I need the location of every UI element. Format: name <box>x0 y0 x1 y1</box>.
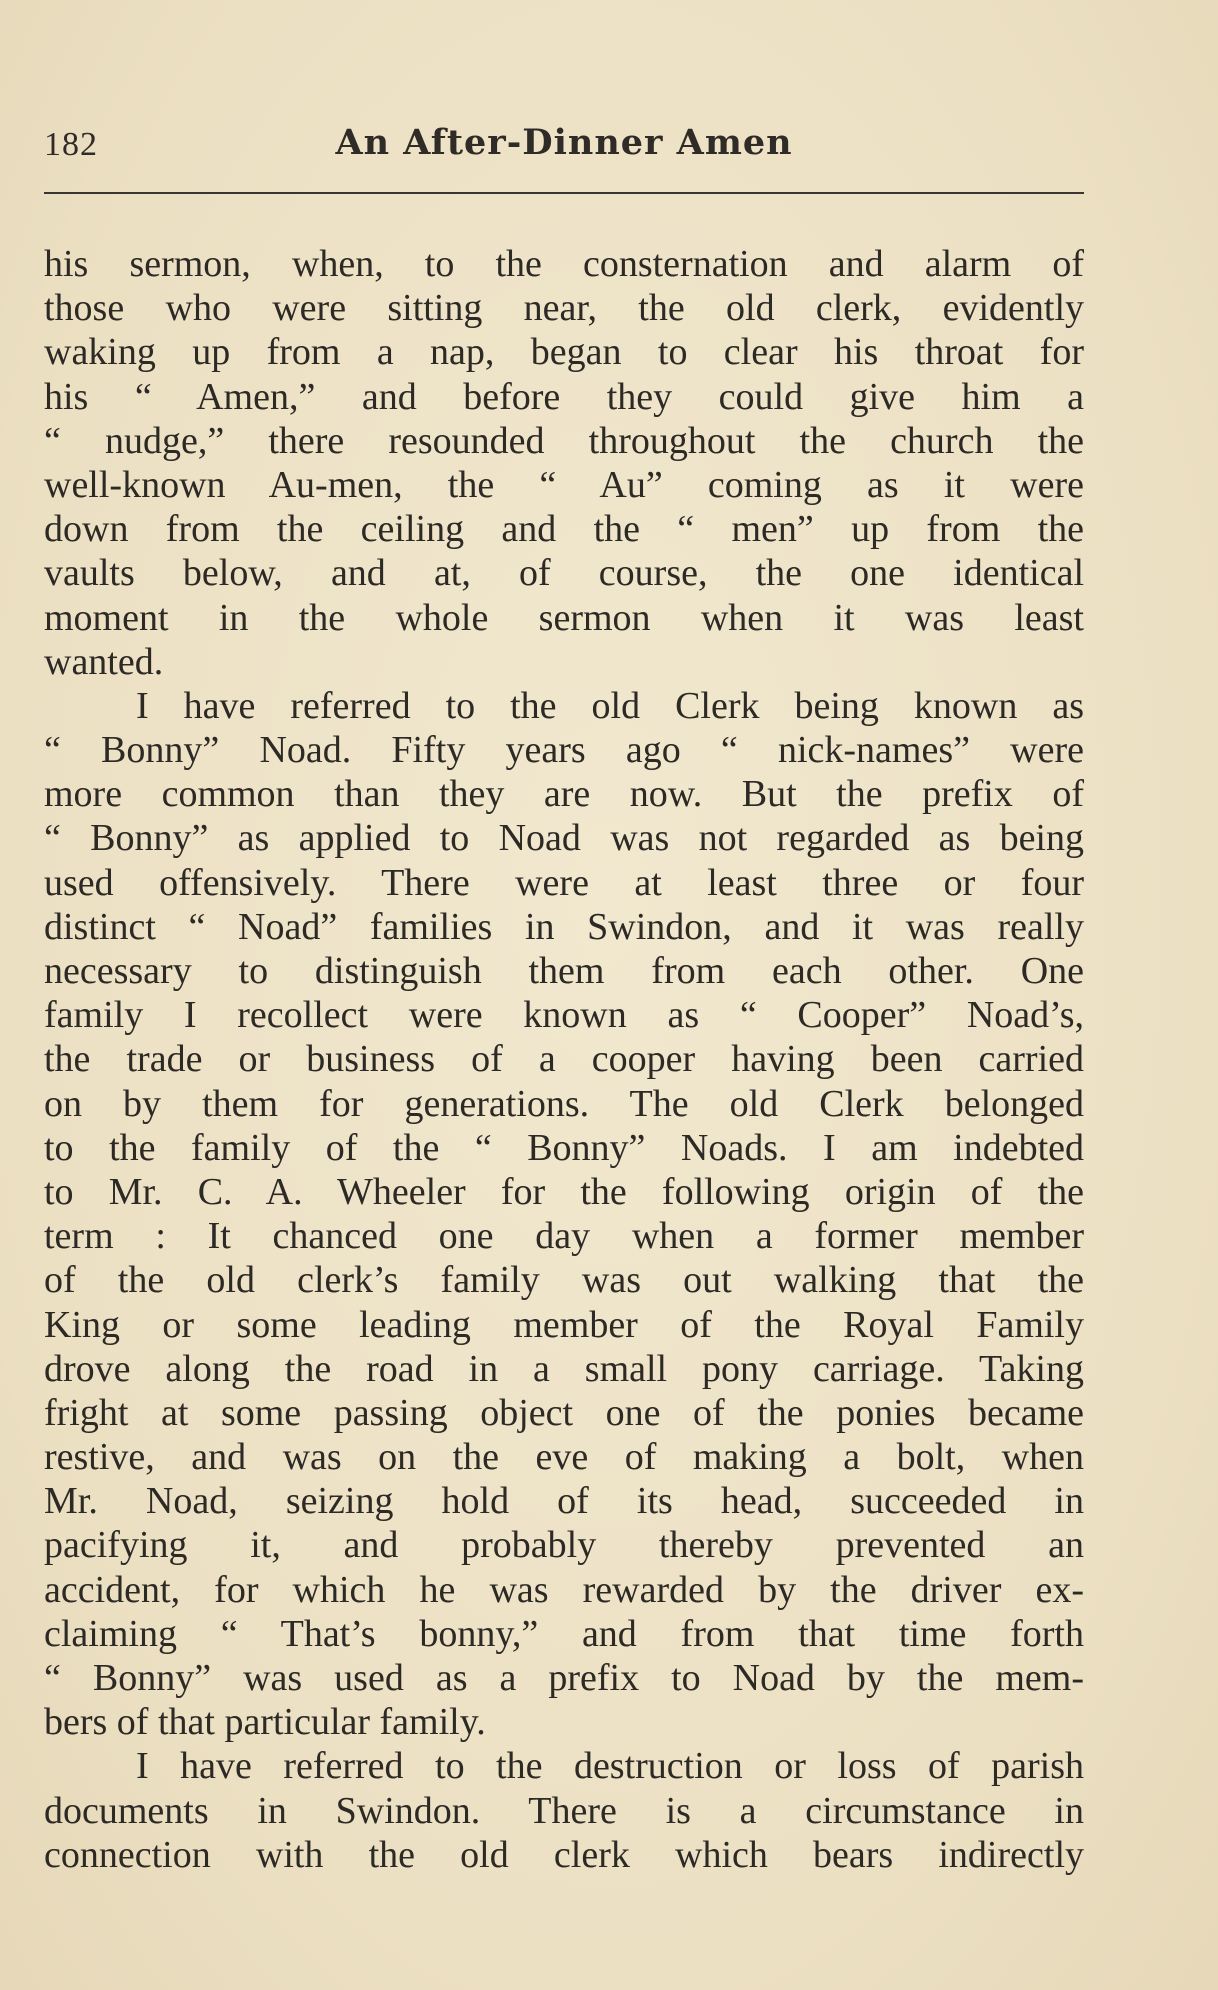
text-line: down from the ceiling and the “ men” up from the <box>44 508 1084 551</box>
text-line: distinct “ Noad” families in Swindon, and it was really <box>44 905 1084 948</box>
text-line: vaults below, and at, of course, the one identical <box>44 552 1084 595</box>
text-line: restive, and was on the eve of making a bolt, when <box>44 1436 1084 1479</box>
text-line: “ Bonny” was used as a prefix to Noad by the mem- <box>44 1657 1084 1699</box>
text-line: his “ Amen,” and before they could give him a <box>44 375 1084 418</box>
text-line: “ nudge,” there resounded throughout the church the <box>44 419 1084 462</box>
text-line: King or some leading member of the Royal Family <box>44 1303 1084 1346</box>
text-line: drove along the road in a small pony carriage. Taking <box>44 1347 1084 1390</box>
page-number: 182 <box>44 126 98 163</box>
text-line: his sermon, when, to the consternation and alarm of <box>44 243 1084 285</box>
text-line: to Mr. C. A. Wheeler for the following origin of the <box>44 1170 1084 1213</box>
text-line: to the family of the “ Bonny” Noads. I am indebted <box>44 1126 1084 1169</box>
text-line: documents in Swindon. There is a circumstance in <box>44 1789 1084 1832</box>
running-title: An After-Dinner Amen <box>335 122 793 163</box>
text-line: on by them for generations. The old Clerk belonged <box>44 1082 1084 1125</box>
text-line: the trade or business of a cooper having been carried <box>44 1038 1084 1081</box>
text-line: well-known Au-men, the “ Au” coming as it were <box>44 463 1084 506</box>
text-line: necessary to distinguish them from each other. One <box>44 950 1084 992</box>
text-line: “ Bonny” as applied to Noad was not regarded as being <box>44 817 1084 860</box>
text-line: fright at some passing object one of the ponies became <box>44 1391 1084 1434</box>
text-line: those who were sitting near, the old clerk, evidently <box>44 287 1084 330</box>
header-rule <box>44 192 1084 194</box>
text-line: used offensively. There were at least three or four <box>44 861 1084 904</box>
text-line: moment in the whole sermon when it was least <box>44 596 1084 639</box>
text-line: Mr. Noad, seizing hold of its head, succeeded in <box>44 1480 1084 1523</box>
text-line: wanted. <box>44 640 164 683</box>
text-line: “ Bonny” Noad. Fifty years ago “ nick-names” were <box>44 729 1084 772</box>
text-line: more common than they are now. But the prefix of <box>44 773 1084 816</box>
text-line: connection with the old clerk which bears indirectly <box>44 1833 1084 1876</box>
text-line: waking up from a nap, began to clear his throat for <box>44 331 1084 374</box>
text-line: term : It chanced one day when a former member <box>44 1215 1084 1258</box>
page-header <box>44 122 1084 172</box>
text-line: bers of that particular family. <box>44 1701 486 1744</box>
text-line: of the old clerk’s family was out walking that the <box>44 1259 1084 1302</box>
text-line: family I recollect were known as “ Cooper” Noad’s, <box>44 994 1084 1037</box>
body-text <box>44 242 1084 1877</box>
text-line: I have referred to the destruction or loss of parish <box>136 1745 1084 1788</box>
text-line: accident, for which he was rewarded by the driver ex- <box>44 1568 1084 1611</box>
text-line: claiming “ That’s bonny,” and from that time forth <box>44 1612 1084 1655</box>
text-line: I have referred to the old Clerk being known as <box>136 684 1084 727</box>
text-line: pacifying it, and probably thereby prevented an <box>44 1524 1084 1567</box>
